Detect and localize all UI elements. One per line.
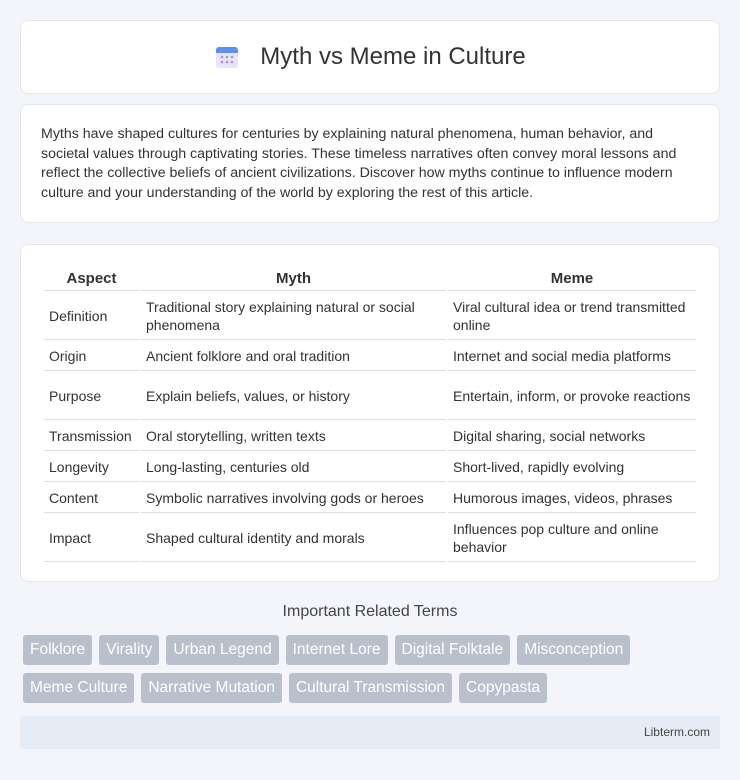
comparison-table [42,265,698,564]
comparison-table-card [20,244,720,582]
meme-cell: Viral cultural idea or trend transmitted online [448,293,696,340]
tag-digital-folktale[interactable]: Digital Folktale [395,635,511,665]
meme-cell: Humorous images, videos, phrases [448,484,696,513]
calendar-icon [214,44,240,70]
intro-card [20,104,720,223]
meme-cell: Short-lived, rapidly evolving [448,453,696,482]
table-row [44,515,696,562]
aspect-cell: Impact [44,515,139,562]
meme-cell: Influences pop culture and online behavior [448,515,696,562]
tag-copypasta[interactable]: Copypasta [459,673,547,703]
meme-cell: Digital sharing, social networks [448,422,696,451]
myth-cell: Symbolic narratives involving gods or heroes [141,484,446,513]
myth-cell: Long-lasting, centuries old [141,453,446,482]
column-header-aspect: Aspect [44,267,139,291]
column-header-meme: Meme [448,267,696,291]
tag-meme-culture[interactable]: Meme Culture [23,673,134,703]
tag-narrative-mutation[interactable]: Narrative Mutation [141,673,282,703]
table-row [44,484,696,513]
column-header-myth: Myth [141,267,446,291]
table-row [44,422,696,451]
tag-virality[interactable]: Virality [99,635,159,665]
tag-internet-lore[interactable]: Internet Lore [286,635,388,665]
tag-misconception[interactable]: Misconception [517,635,630,665]
aspect-cell: Purpose [44,373,139,420]
myth-cell: Shaped cultural identity and morals [141,515,446,562]
footer [20,716,720,749]
table-row [44,373,696,420]
aspect-cell: Origin [44,342,139,371]
footer-site-link[interactable]: Libterm.com [643,725,710,739]
table-row [44,453,696,482]
table-row [44,342,696,371]
aspect-cell: Definition [44,293,139,340]
header-card [20,20,720,94]
table-row [44,293,696,340]
aspect-cell: Transmission [44,422,139,451]
page-title: Myth vs Meme in Culture [260,43,526,70]
meme-cell: Internet and social media platforms [448,342,696,371]
intro-text: Myths have shaped cultures for centuries by explaining natural phenomena, human behavior, and societal values through captivating stories. These timeless narratives often convey moral lessons and reflect the collective beliefs of ancient civilizations. Discover how myths continue to influence modern culture and your understanding of the world by exploring the rest of this article. [41,126,677,201]
myth-cell: Oral storytelling, written texts [141,422,446,451]
aspect-cell: Content [44,484,139,513]
meme-cell: Entertain, inform, or provoke reactions [448,373,696,420]
related-terms-list [23,635,723,703]
myth-cell: Traditional story explaining natural or social phenomena [141,293,446,340]
aspect-cell: Longevity [44,453,139,482]
myth-cell: Explain beliefs, values, or history [141,373,446,420]
tag-folklore[interactable]: Folklore [23,635,92,665]
tag-cultural-transmission[interactable]: Cultural Transmission [289,673,452,703]
related-terms-title: Important Related Terms [282,603,458,620]
tag-urban-legend[interactable]: Urban Legend [166,635,278,665]
myth-cell: Ancient folklore and oral tradition [141,342,446,371]
